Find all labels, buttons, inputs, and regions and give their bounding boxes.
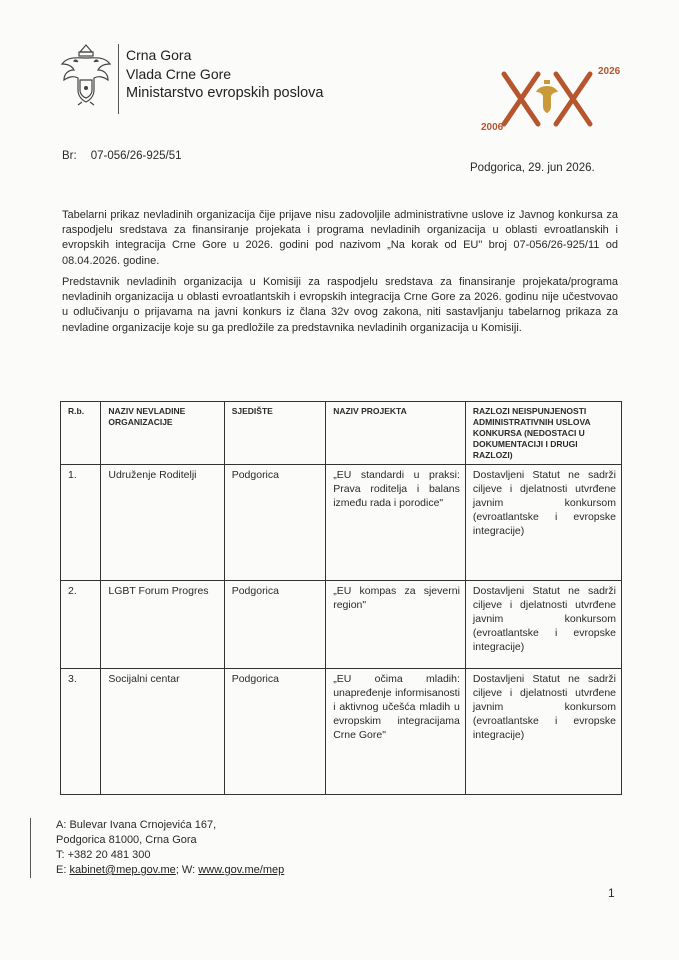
- cell-seat: Podgorica: [224, 465, 326, 581]
- cell-ordinal: 3.: [61, 669, 101, 795]
- cell-project: „EU očima mladih: unapređenje informisanosti i aktivnog učešća mladih u evropskim integracijama Crne Gore": [326, 669, 466, 795]
- contact-footer: [30, 818, 284, 878]
- logo-year-right: 2026: [598, 66, 621, 77]
- cell-reasons: Dostavljeni Statut ne sadrži ciljeve i djelatnosti utvrđene javnim konkursom (evroatlantske i evropske integracije): [465, 465, 621, 581]
- header-seat: SJEDIŠTE: [224, 402, 326, 465]
- letterhead-divider: [118, 44, 119, 114]
- country-name: Crna Gora: [126, 47, 192, 63]
- cell-seat: Podgorica: [224, 581, 326, 669]
- intro-paragraph: Tabelarni prikaz nevladinih organizacija čije prijave nisu zadovoljile administrativne uslove iz Javnog konkursa za raspodjelu sredstava za finansiranje projekata i programa nevladinih organizacija u oblasti evroatlanskih i evropskih integracija Crne Gore u 2026. godini pod nazivom „Na korak od EU" broj 07-056/26-925/11 od 08.04.2026. godine.: [62, 209, 618, 267]
- document-date: Podgorica, 29. jun 2026.: [470, 162, 595, 174]
- montenegro-coat-of-arms-icon: [58, 42, 114, 106]
- phone-number: T: +382 20 481 300: [56, 849, 151, 861]
- cell-reasons: Dostavljeni Statut ne sadrži ciljeve i djelatnosti utvrđene javnim konkursom (evroatlantske i evropske integracije): [465, 669, 621, 795]
- cell-project: „EU standardi u praksi: Prava roditelja i balans između rada i porodice": [326, 465, 466, 581]
- commission-paragraph: Predstavnik nevladinih organizacija u Komisiji za raspodjelu sredstava za finansiranje projekata/programa nevladinih organizacija u oblasti evroatlantskih i evropskih integracija Crne Gore za 2026. godinu nije učestvovao u odlučivanju o prijavama na javni konkurs iz člana 32v ovog zakona, niti sastavljanju tabelarnog prikaza za nevladine organizacije koje su ga predložile za predstavnika nevladinih organizacija u Komisiji.: [62, 276, 618, 334]
- letterhead: [52, 38, 632, 132]
- email-web-line: [56, 863, 284, 878]
- cell-organization: LGBT Forum Progres: [101, 581, 224, 669]
- table-row: [61, 581, 622, 669]
- cell-seat: Podgorica: [224, 669, 326, 795]
- cell-reasons: Dostavljeni Statut ne sadrži ciljeve i djelatnosti utvrđene javnim konkursom (evroatlantske i evropske integracije): [465, 581, 621, 669]
- header-organization: NAZIV NEVLADINE ORGANIZACIJE: [101, 402, 224, 465]
- reference-label: Br:: [62, 150, 77, 162]
- cell-project: „EU kompas za sjeverni region": [326, 581, 466, 669]
- address-line-2: Podgorica 81000, Crna Gora: [56, 834, 197, 846]
- cell-ordinal: 1.: [61, 465, 101, 581]
- email-prefix: E:: [56, 864, 70, 876]
- government-name: Vlada Crne Gore: [126, 66, 232, 82]
- website-link[interactable]: www.gov.me/mep: [198, 864, 285, 876]
- ministry-name: [126, 46, 323, 103]
- logo-year-left: 2006: [481, 122, 504, 132]
- web-prefix: ; W:: [175, 864, 199, 876]
- header-ordinal: R.b.: [61, 402, 101, 465]
- table-row: [61, 465, 622, 581]
- anniversary-logo-icon: [480, 62, 630, 132]
- table-row: [61, 669, 622, 795]
- header-project: NAZIV PROJEKTA: [326, 402, 466, 465]
- table-header-row: [61, 402, 622, 465]
- page-number: 1: [608, 886, 615, 900]
- reference-value: 07-056/26-925/51: [90, 150, 182, 162]
- ministry-title: Ministarstvo evropskih poslova: [126, 85, 324, 101]
- cell-organization: Socijalni centar: [101, 669, 224, 795]
- address-line-1: A: Bulevar Ivana Crnojevića 167,: [56, 819, 217, 831]
- reference-number: [62, 150, 182, 162]
- email-link[interactable]: kabinet@mep.gov.me: [69, 864, 176, 876]
- ngo-table: [60, 401, 622, 795]
- cell-ordinal: 2.: [61, 581, 101, 669]
- header-reasons: RAZLOZI NEISPUNJENOSTI ADMINISTRATIVNIH USLOVA KONKURSA (NEDOSTACI U DOKUMENTACIJI I DRUGI RAZLOZI): [465, 402, 621, 465]
- cell-organization: Udruženje Roditelji: [101, 465, 224, 581]
